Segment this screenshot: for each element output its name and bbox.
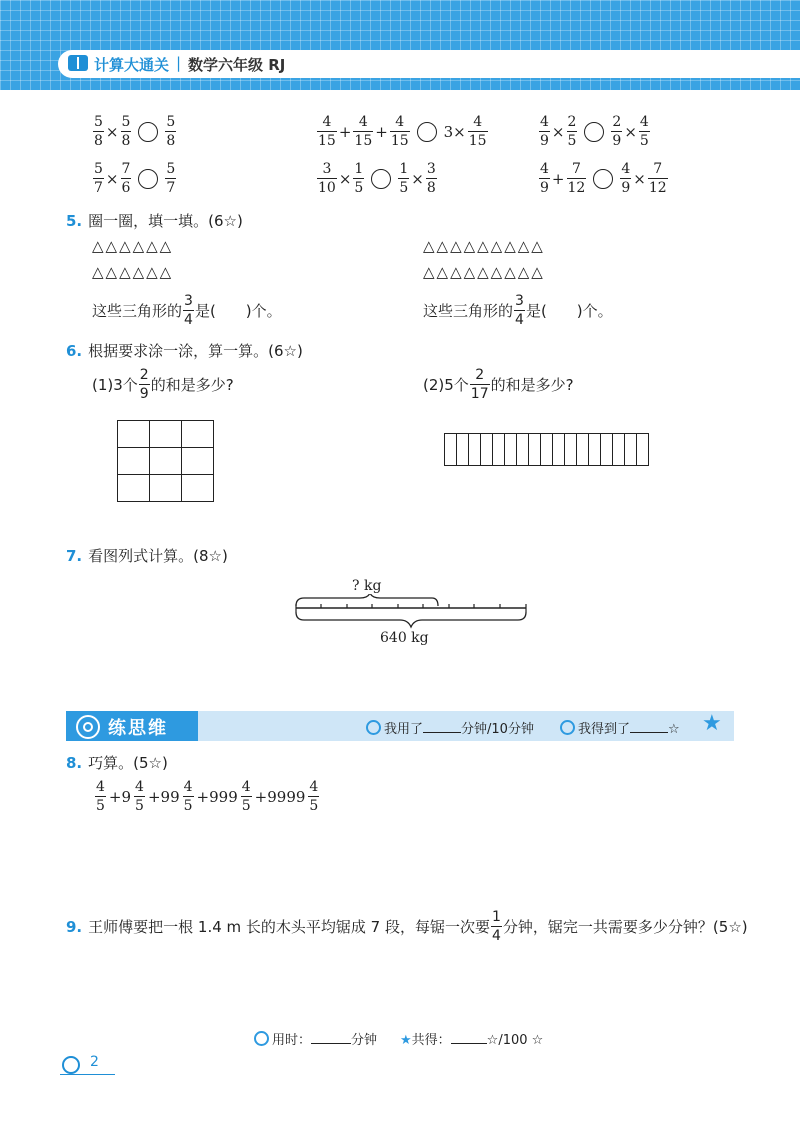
fraction: $\frac{4}{5}$	[96, 779, 105, 814]
compare-circle-blank[interactable]	[584, 122, 604, 142]
fraction: $\frac{4}{9}$	[540, 161, 549, 196]
fraction: $\frac{4}{5}$	[135, 779, 144, 814]
fraction: $\frac{7}{6}$	[121, 161, 131, 196]
triangle-row: △△△△△△△△△	[423, 263, 545, 281]
star-icon: ★	[400, 1033, 412, 1048]
page-number: 2	[90, 1054, 99, 1070]
question-6-part-2	[423, 368, 574, 401]
question-text: 根据要求涂一涂，算一算。(6☆)	[88, 342, 303, 360]
fraction: $\frac{4}{15}$	[390, 114, 409, 149]
operator: ×	[338, 169, 352, 188]
question-6-heading	[66, 340, 303, 361]
fraction: $\frac{2}{9}$	[139, 367, 149, 402]
book-icon	[68, 55, 88, 71]
title-separator: |	[176, 54, 182, 72]
whole-part: +9999	[254, 787, 306, 806]
nine-cell-grid[interactable]	[117, 420, 214, 502]
brain-icon	[76, 715, 100, 739]
triangle-row: △△△△△△△△△	[423, 237, 545, 255]
part-suffix: 的和是多少?	[490, 376, 574, 394]
part-suffix: 的和是多少?	[150, 376, 234, 394]
fraction: $\frac{3}{8}$	[426, 161, 436, 196]
fill-prefix: 这些三角形的	[92, 302, 183, 320]
triangle-row: △△△△△△	[92, 237, 174, 255]
fraction: $\frac{4}{9}$	[540, 114, 549, 149]
fraction: $\frac{1}{4}$	[492, 909, 501, 944]
footer-time-used: 用时： 分钟	[254, 1029, 377, 1048]
compare-expression	[538, 115, 651, 148]
check-icon	[560, 720, 575, 735]
alarm-clock-icon	[254, 1031, 269, 1046]
compare-circle-blank[interactable]	[593, 169, 613, 189]
compare-circle-blank[interactable]	[371, 169, 391, 189]
question-text: 巧算。(5☆)	[88, 754, 168, 772]
segment-diagram	[290, 594, 535, 632]
time-blank[interactable]	[423, 720, 461, 733]
question-8-heading	[66, 752, 168, 773]
term: 3×	[443, 122, 466, 141]
fill-prefix: 这些三角形的	[423, 302, 514, 320]
compare-expression	[316, 115, 489, 148]
fraction: $\frac{5}{8}$	[94, 114, 103, 149]
compare-expression	[316, 162, 438, 195]
question-9	[66, 910, 748, 943]
question-5-fill-right	[423, 294, 613, 327]
time-used-field: 我用了 分钟/10分钟	[366, 718, 534, 737]
banner-title: 练思维	[108, 718, 168, 739]
fraction: $\frac{5}{8}$	[166, 114, 176, 149]
question-8-expression	[92, 780, 322, 813]
fraction: $\frac{4}{5}$	[639, 114, 649, 149]
operator: ×	[624, 122, 637, 141]
compare-expression	[92, 162, 177, 195]
score-blank[interactable]	[630, 720, 668, 733]
question-number: 7.	[66, 546, 83, 565]
bottom-brace	[296, 612, 526, 627]
fraction: $\frac{7}{12}$	[648, 161, 667, 196]
question-number: 8.	[66, 753, 83, 772]
operator: ×	[633, 169, 646, 188]
triangle-row: △△△△△△	[92, 263, 174, 281]
footer-time-blank[interactable]	[311, 1031, 351, 1044]
fraction: $\frac{4}{5}$	[183, 779, 193, 814]
thinking-banner	[66, 711, 734, 741]
question-5-fill-left	[92, 294, 282, 327]
total-weight-label: 640 kg	[380, 630, 429, 646]
fraction: $\frac{4}{15}$	[318, 114, 336, 149]
question-number: 5.	[66, 211, 83, 230]
fraction: $\frac{5}{7}$	[166, 161, 176, 196]
fraction: $\frac{3}{10}$	[318, 161, 336, 196]
top-brace	[296, 594, 438, 606]
question-7-heading	[66, 545, 228, 566]
question-5-heading	[66, 210, 243, 231]
fraction: $\frac{2}{9}$	[612, 114, 622, 149]
subject-title: 数学六年级 RJ	[188, 56, 286, 74]
fraction: $\frac{1}{5}$	[399, 161, 409, 196]
whole-part: +99	[147, 787, 180, 806]
page-header	[0, 0, 800, 90]
fraction: $\frac{4}{15}$	[468, 114, 487, 149]
fraction: $\frac{4}{9}$	[621, 161, 631, 196]
header-title-bar	[58, 50, 800, 78]
sun-icon	[62, 1056, 80, 1074]
compare-circle-blank[interactable]	[138, 169, 158, 189]
fraction: $\frac{5}{8}$	[121, 114, 131, 149]
fraction: $\frac{2}{5}$	[567, 114, 577, 149]
fraction: $\frac{4}{5}$	[309, 779, 319, 814]
page-number-underline	[60, 1074, 115, 1075]
question-text: 圈一圈，填一填。(6☆)	[88, 212, 243, 230]
footer-total-score: ★共得： ☆/100 ☆	[400, 1033, 544, 1048]
compare-circle-blank[interactable]	[417, 122, 437, 142]
seventeen-cell-strip[interactable]	[444, 433, 649, 466]
question-text: 看图列式计算。(8☆)	[88, 547, 228, 565]
operator: ×	[411, 169, 424, 188]
question-number: 6.	[66, 341, 83, 360]
clock-icon	[366, 720, 381, 735]
compare-circle-blank[interactable]	[138, 122, 158, 142]
part-prefix: (1)3个	[92, 376, 138, 394]
fraction: $\frac{3}{4}$	[515, 293, 524, 328]
score-field: 我得到了 ☆	[560, 718, 680, 737]
fraction: $\frac{7}{12}$	[567, 161, 586, 196]
question-text-end: 分钟，锯完一共需要多少分钟？(5☆)	[502, 918, 748, 936]
fraction: $\frac{4}{15}$	[354, 114, 373, 149]
part-prefix: (2)5个	[423, 376, 469, 394]
question-6-part-1	[92, 368, 234, 401]
fraction: $\frac{5}{7}$	[94, 161, 103, 196]
fraction: $\frac{2}{17}$	[470, 367, 489, 402]
fraction: $\frac{1}{5}$	[354, 161, 364, 196]
banner-title-block	[66, 711, 198, 741]
book-series-title: 计算大通关	[94, 56, 170, 74]
question-number: 9.	[66, 917, 83, 936]
whole-part: +999	[196, 787, 238, 806]
operator: +	[551, 169, 565, 188]
operator: +	[338, 122, 352, 141]
fill-suffix: 是( )个。	[194, 302, 282, 320]
operator: ×	[551, 122, 565, 141]
operator: ×	[105, 122, 119, 141]
fraction: $\frac{4}{5}$	[241, 779, 251, 814]
question-text: 王师傅要把一根 1.4 m 长的木头平均锯成 7 段，每锯一次要	[88, 918, 490, 936]
whole-part: +9	[108, 787, 132, 806]
unknown-weight-label: ? kg	[352, 578, 382, 594]
operator: +	[375, 122, 388, 141]
compare-expression	[92, 115, 177, 148]
fraction: $\frac{3}{4}$	[184, 293, 193, 328]
compare-expression	[538, 162, 669, 195]
operator: ×	[105, 169, 119, 188]
star-icon: ★	[702, 711, 722, 736]
footer-score-blank[interactable]	[451, 1031, 487, 1044]
fill-suffix: 是( )个。	[525, 302, 613, 320]
